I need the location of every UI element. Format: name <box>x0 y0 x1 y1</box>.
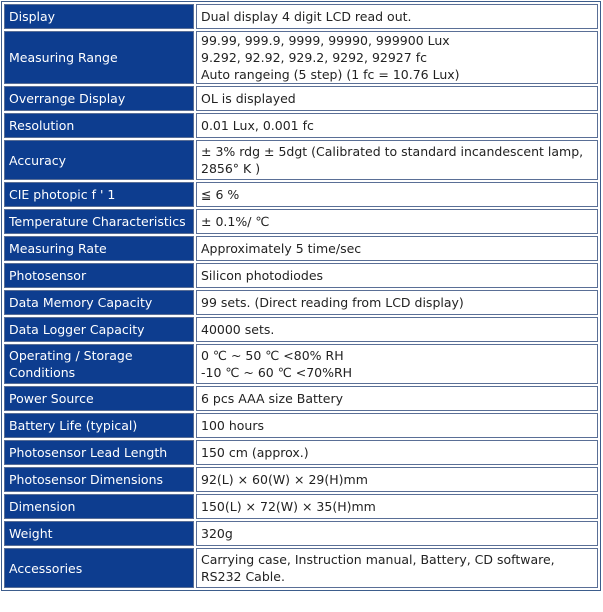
spec-value <box>196 344 598 384</box>
spec-row <box>4 182 598 207</box>
spec-value-line: Silicon photodiodes <box>201 268 324 283</box>
spec-label: CIE photopic f ' 1 <box>4 182 194 207</box>
spec-label: Overrange Display <box>4 86 194 111</box>
spec-value-line: Auto rangeing (5 step) (1 fc = 10.76 Lux) <box>201 67 460 82</box>
spec-value <box>196 86 598 111</box>
spec-label: Data Logger Capacity <box>4 317 194 342</box>
spec-label: Photosensor Dimensions <box>4 467 194 492</box>
spec-label: Weight <box>4 521 194 546</box>
spec-value <box>196 494 598 519</box>
spec-value-line: 99.99, 999.9, 9999, 99990, 999900 Lux <box>201 33 450 48</box>
spec-row <box>4 440 598 465</box>
spec-row <box>4 386 598 411</box>
spec-value-line: 9.292, 92.92, 929.2, 9292, 92927 fc <box>201 50 427 65</box>
spec-label: Data Memory Capacity <box>4 290 194 315</box>
spec-value-line: 0.01 Lux, 0.001 fc <box>201 118 314 133</box>
spec-row <box>4 113 598 138</box>
spec-label: Measuring Rate <box>4 236 194 261</box>
spec-value <box>196 113 598 138</box>
spec-value-line: Carrying case, Instruction manual, Battery, CD software, <box>201 552 555 567</box>
spec-table <box>1 1 601 591</box>
spec-value-line: 92(L) × 60(W) × 29(H)mm <box>201 472 368 487</box>
spec-value <box>196 209 598 234</box>
spec-label: Resolution <box>4 113 194 138</box>
spec-value-line: OL is displayed <box>201 91 296 106</box>
spec-row <box>4 548 598 588</box>
spec-value <box>196 182 598 207</box>
spec-value <box>196 4 598 29</box>
spec-label: Measuring Range <box>4 31 194 84</box>
spec-value-line: 150 cm (approx.) <box>201 445 309 460</box>
spec-row <box>4 209 598 234</box>
spec-row <box>4 494 598 519</box>
spec-value-line: 320g <box>201 526 233 541</box>
spec-value <box>196 440 598 465</box>
spec-label: Temperature Characteristics <box>4 209 194 234</box>
spec-value-line: 0 ℃ ~ 50 ℃ <80% RH <box>201 348 344 363</box>
spec-value-line: ± 0.1%/ ℃ <box>201 214 270 229</box>
spec-label: Accuracy <box>4 140 194 180</box>
spec-label: Dimension <box>4 494 194 519</box>
spec-value-line: Dual display 4 digit LCD read out. <box>201 9 412 24</box>
spec-value <box>196 290 598 315</box>
spec-value-line: 2856° K ) <box>201 161 261 176</box>
spec-value-line: RS232 Cable. <box>201 569 285 584</box>
spec-value <box>196 521 598 546</box>
spec-label: Power Source <box>4 386 194 411</box>
spec-value-line: Approximately 5 time/sec <box>201 241 362 256</box>
spec-label: Photosensor Lead Length <box>4 440 194 465</box>
spec-label: Photosensor <box>4 263 194 288</box>
spec-label: Operating / Storage Conditions <box>4 344 194 384</box>
spec-value-line: ≦ 6 % <box>201 187 240 202</box>
spec-value <box>196 413 598 438</box>
spec-value <box>196 317 598 342</box>
spec-row <box>4 344 598 384</box>
spec-value <box>196 467 598 492</box>
spec-value <box>196 263 598 288</box>
spec-value-line: -10 ℃ ~ 60 ℃ <70%RH <box>201 365 353 380</box>
spec-row <box>4 263 598 288</box>
spec-row <box>4 521 598 546</box>
spec-row <box>4 86 598 111</box>
spec-value-line: 40000 sets. <box>201 322 275 337</box>
spec-label: Battery Life (typical) <box>4 413 194 438</box>
spec-value-line: 150(L) × 72(W) × 35(H)mm <box>201 499 376 514</box>
spec-label: Accessories <box>4 548 194 588</box>
spec-row <box>4 31 598 84</box>
spec-value <box>196 140 598 180</box>
spec-row <box>4 317 598 342</box>
spec-value-line: 6 pcs AAA size Battery <box>201 391 344 406</box>
spec-value <box>196 236 598 261</box>
spec-value-line: 100 hours <box>201 418 264 433</box>
spec-row <box>4 4 598 29</box>
spec-row <box>4 290 598 315</box>
spec-value <box>196 548 598 588</box>
spec-row <box>4 413 598 438</box>
spec-row <box>4 140 598 180</box>
spec-row <box>4 236 598 261</box>
spec-value-line: ± 3% rdg ± 5dgt (Calibrated to standard incandescent lamp, <box>201 144 584 159</box>
spec-value <box>196 31 598 84</box>
spec-value <box>196 386 598 411</box>
spec-table-body <box>4 4 598 588</box>
spec-label: Display <box>4 4 194 29</box>
spec-row <box>4 467 598 492</box>
spec-value-line: 99 sets. (Direct reading from LCD display) <box>201 295 464 310</box>
